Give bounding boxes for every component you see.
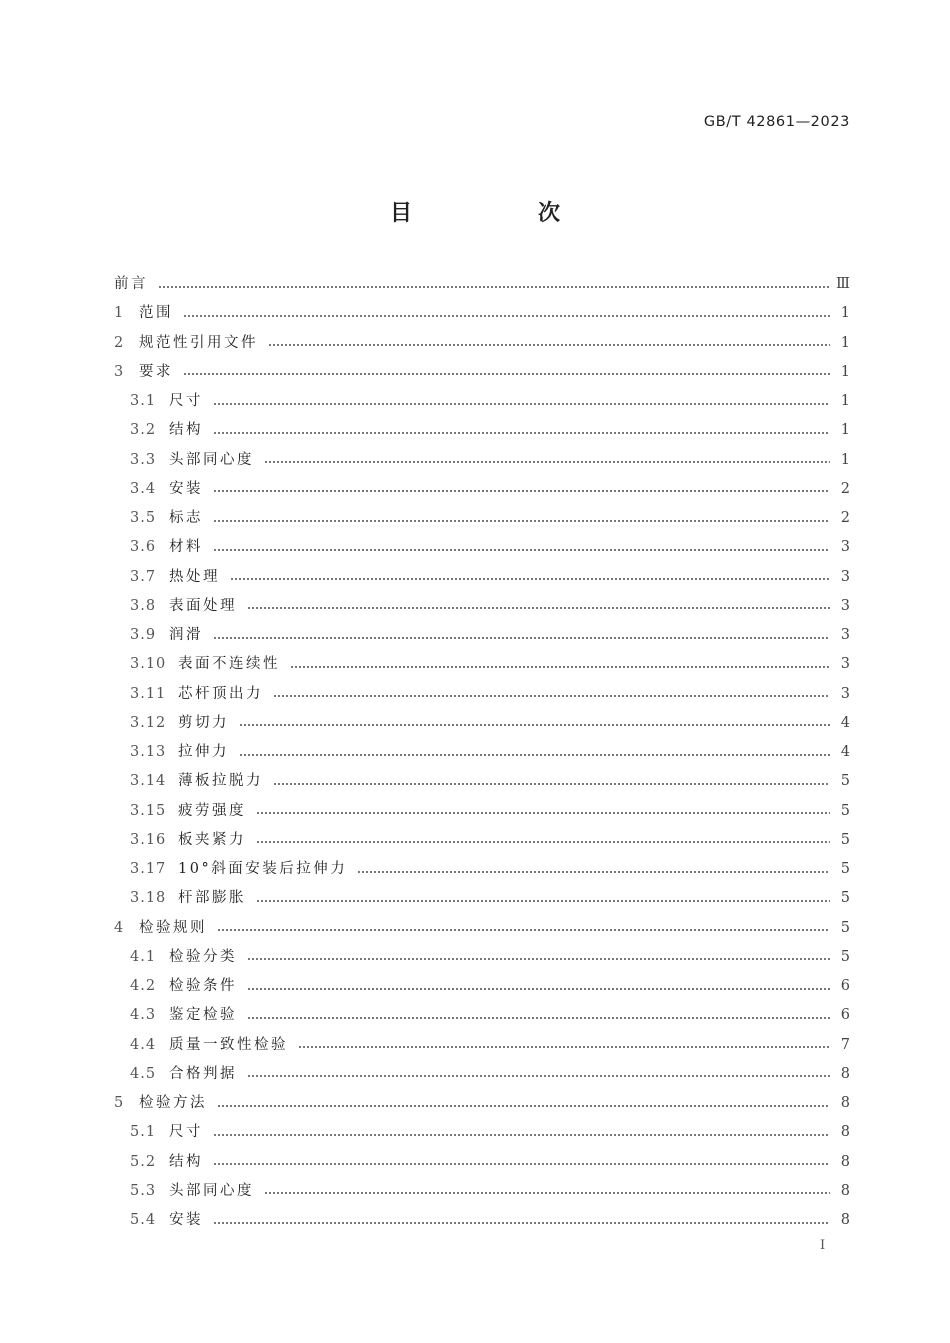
toc-leader-dots xyxy=(239,754,830,756)
toc-entry-number: 4.3 xyxy=(130,1007,157,1024)
toc-entry-label: 质量一致性检验 xyxy=(169,1036,288,1053)
toc-leader-dots xyxy=(217,929,830,931)
toc-leader-dots xyxy=(183,373,830,375)
standard-code: GB/T 42861—2023 xyxy=(703,114,850,130)
toc-title: 目 次 xyxy=(389,201,612,226)
toc-entry-page: 1 xyxy=(840,334,850,351)
toc-leader-dots xyxy=(247,607,830,609)
toc-entry[interactable] xyxy=(114,855,850,884)
toc-entry-number: 3.7 xyxy=(130,568,157,585)
toc-entry-number: 3.17 xyxy=(130,861,167,877)
toc-entry[interactable] xyxy=(114,416,850,445)
toc-entry-number: 3.18 xyxy=(130,890,167,907)
toc-entry[interactable] xyxy=(114,1031,850,1060)
toc-leader-dots xyxy=(213,1163,830,1165)
toc-entry-label: 尺寸 xyxy=(169,393,203,409)
toc-entry-number: 5.4 xyxy=(130,1212,157,1228)
toc-entry[interactable] xyxy=(114,1206,850,1235)
toc-entry-page: 1 xyxy=(840,451,850,468)
toc-leader-dots xyxy=(273,783,830,785)
toc-entry-label: 10°斜面安装后拉伸力 xyxy=(178,861,348,877)
toc-entry-label: 润滑 xyxy=(169,627,203,643)
toc-entry-label: 热处理 xyxy=(169,568,220,585)
toc-entry-page: 5 xyxy=(840,831,850,848)
toc-entry-page: 3 xyxy=(840,656,850,673)
toc-entry-label: 合格判据 xyxy=(169,1065,237,1082)
toc-entry-label: 规范性引用文件 xyxy=(139,334,258,351)
toc-entry-page: 8 xyxy=(840,1212,850,1228)
toc-entry-number: 3.10 xyxy=(130,656,167,673)
toc-entry[interactable] xyxy=(114,446,850,475)
toc-entry-number: 3.8 xyxy=(130,597,157,614)
toc-entry-page: 6 xyxy=(840,1007,850,1024)
toc-entry-page: 3 xyxy=(840,685,850,702)
toc-entry[interactable] xyxy=(114,504,850,533)
toc-entry[interactable] xyxy=(114,358,850,387)
toc-entry-number: 3.5 xyxy=(130,510,157,526)
toc-entry[interactable] xyxy=(114,270,850,299)
toc-entry-label: 结构 xyxy=(169,422,203,439)
toc-entry[interactable] xyxy=(114,650,850,679)
toc-entry-number: 3.14 xyxy=(130,773,167,790)
toc-leader-dots xyxy=(213,490,830,492)
toc-leader-dots xyxy=(158,286,830,288)
toc-leader-dots xyxy=(247,1075,830,1077)
toc-entry-label: 尺寸 xyxy=(169,1124,203,1141)
toc-entry-number: 1 xyxy=(114,305,125,322)
toc-entry[interactable] xyxy=(114,914,850,943)
toc-entry[interactable] xyxy=(114,1177,850,1206)
toc-entry[interactable] xyxy=(114,533,850,562)
toc-entry-number: 4.4 xyxy=(130,1036,157,1053)
toc-entry-label: 薄板拉脱力 xyxy=(178,773,263,790)
toc-entry-label: 鉴定检验 xyxy=(169,1007,237,1024)
toc-leader-dots xyxy=(217,1105,830,1107)
toc-entry-page: 1 xyxy=(840,393,850,409)
toc-entry-number: 3.1 xyxy=(130,393,157,409)
toc-leader-dots xyxy=(213,637,830,639)
toc-entry-number: 4.1 xyxy=(130,948,157,965)
toc-entry-page: 5 xyxy=(840,802,850,819)
toc-entry-number: 5.3 xyxy=(130,1182,157,1199)
toc-entry[interactable] xyxy=(114,943,850,972)
toc-entry-number: 3.6 xyxy=(130,539,157,556)
toc-entry[interactable] xyxy=(114,475,850,504)
toc-entry-number: 3.16 xyxy=(130,831,167,848)
toc-entry-number: 5.1 xyxy=(130,1124,157,1141)
toc-entry-number: 5.2 xyxy=(130,1153,157,1170)
toc-entry-number: 3.12 xyxy=(130,714,167,731)
toc-entry-number: 3 xyxy=(114,363,125,380)
toc-leader-dots xyxy=(256,900,830,902)
toc-entry-page: 3 xyxy=(840,568,850,585)
toc-entry[interactable] xyxy=(114,387,850,416)
toc-entry[interactable] xyxy=(114,884,850,913)
toc-leader-dots xyxy=(256,812,830,814)
toc-entry-page: 5 xyxy=(840,773,850,790)
toc-entry-number: 4.5 xyxy=(130,1065,157,1082)
toc-entry-page: 8 xyxy=(840,1124,850,1141)
toc-leader-dots xyxy=(213,1222,830,1224)
toc-entry-page: 8 xyxy=(840,1065,850,1082)
toc-entry-page: 5 xyxy=(840,890,850,907)
toc-entry[interactable] xyxy=(114,592,850,621)
toc-entry[interactable] xyxy=(114,709,850,738)
toc-entry[interactable] xyxy=(114,972,850,1001)
toc-leader-dots xyxy=(290,666,830,668)
toc-entry[interactable] xyxy=(114,1089,850,1118)
toc-entry-label: 剪切力 xyxy=(178,714,229,731)
toc-entry-label: 安装 xyxy=(169,1212,203,1228)
toc-entry-label: 要求 xyxy=(139,363,173,380)
toc-entry[interactable] xyxy=(114,738,850,767)
toc-leader-dots xyxy=(183,315,830,317)
toc-entry[interactable] xyxy=(114,1001,850,1030)
toc-entry[interactable] xyxy=(114,299,850,328)
toc-entry-page: 6 xyxy=(840,978,850,994)
toc-leader-dots xyxy=(268,344,830,346)
toc-entry-number: 3.2 xyxy=(130,422,157,439)
toc-leader-dots xyxy=(264,1192,830,1194)
toc-leader-dots xyxy=(230,578,830,580)
page-number: I xyxy=(820,1238,826,1253)
toc-entry-page: 4 xyxy=(840,744,850,760)
toc-entry-label: 结构 xyxy=(169,1153,203,1170)
toc-entry-label: 头部同心度 xyxy=(169,1182,254,1199)
toc-entry-page: 5 xyxy=(840,861,850,877)
toc-leader-dots xyxy=(256,841,830,843)
toc-leader-dots xyxy=(213,432,830,434)
toc-entry-label: 检验分类 xyxy=(169,948,237,965)
toc-entry-label: 范围 xyxy=(139,305,173,322)
toc-entry-number: 3.4 xyxy=(130,480,157,497)
toc-leader-dots xyxy=(247,988,830,990)
toc-entry-number: 2 xyxy=(114,334,125,351)
toc-entry-page: 1 xyxy=(840,305,850,322)
toc-entry-number: 3.3 xyxy=(130,451,157,468)
toc-entry-page: 5 xyxy=(840,919,850,936)
toc-entry-label: 检验条件 xyxy=(169,978,237,994)
toc-leader-dots xyxy=(213,549,830,551)
toc-leader-dots xyxy=(247,958,830,960)
toc-entry-label: 表面不连续性 xyxy=(178,656,280,673)
toc-entry-number: 3.9 xyxy=(130,627,157,643)
toc-entry-page: 3 xyxy=(840,539,850,556)
toc-entry-number: 4.2 xyxy=(130,978,157,994)
toc-entry-page: 8 xyxy=(840,1153,850,1170)
toc-entry-label: 拉伸力 xyxy=(178,744,229,760)
toc-entry-label: 前言 xyxy=(114,276,148,292)
toc-leader-dots xyxy=(239,724,830,726)
toc-entry-label: 材料 xyxy=(169,539,203,556)
toc-entry-page: 8 xyxy=(840,1182,850,1199)
toc-entry[interactable] xyxy=(114,1118,850,1147)
toc-entry-page: Ⅲ xyxy=(836,276,850,292)
toc-entry-page: 2 xyxy=(840,510,850,526)
toc-entry-label: 标志 xyxy=(169,510,203,526)
toc-entry-number: 5 xyxy=(114,1095,125,1111)
toc-leader-dots xyxy=(247,1017,830,1019)
toc-leader-dots xyxy=(273,695,830,697)
toc-entry-label: 安装 xyxy=(169,480,203,497)
toc-entry-page: 7 xyxy=(840,1036,850,1053)
toc-entry[interactable] xyxy=(114,797,850,826)
toc-entry-page: 1 xyxy=(840,422,850,439)
toc-entry-page: 2 xyxy=(840,480,850,497)
toc-entry-label: 检验规则 xyxy=(139,919,207,936)
toc-entry-label: 板夹紧力 xyxy=(178,831,246,848)
toc-entry-page: 3 xyxy=(840,597,850,614)
toc-entry[interactable] xyxy=(114,563,850,592)
toc-entry-label: 杆部膨胀 xyxy=(178,890,246,907)
toc-leader-dots xyxy=(357,871,830,873)
toc-leader-dots xyxy=(213,1134,830,1136)
toc-entry-label: 芯杆顶出力 xyxy=(178,685,263,702)
toc-entry[interactable] xyxy=(114,621,850,650)
toc-entry[interactable] xyxy=(114,1060,850,1089)
toc-leader-dots xyxy=(264,461,830,463)
toc-entry-label: 检验方法 xyxy=(139,1095,207,1111)
toc-entry-label: 头部同心度 xyxy=(169,451,254,468)
toc-entry-number: 4 xyxy=(114,919,125,936)
toc-entry[interactable] xyxy=(114,329,850,358)
toc-entry-label: 疲劳强度 xyxy=(178,802,246,819)
toc-entry-page: 3 xyxy=(840,627,850,643)
toc-entry-number: 3.13 xyxy=(130,744,167,760)
toc-leader-dots xyxy=(213,520,830,522)
toc-entry-page: 4 xyxy=(840,714,850,731)
toc-entry[interactable] xyxy=(114,826,850,855)
toc-entry[interactable] xyxy=(114,680,850,709)
toc-entry-page: 5 xyxy=(840,948,850,965)
toc-entry[interactable] xyxy=(114,767,850,796)
table-of-contents xyxy=(114,270,850,1235)
toc-entry[interactable] xyxy=(114,1148,850,1177)
toc-entry-page: 8 xyxy=(840,1095,850,1111)
toc-leader-dots xyxy=(213,403,830,405)
toc-entry-page: 1 xyxy=(840,363,850,380)
toc-leader-dots xyxy=(298,1046,830,1048)
toc-entry-number: 3.11 xyxy=(130,685,167,702)
toc-entry-number: 3.15 xyxy=(130,802,167,819)
toc-entry-label: 表面处理 xyxy=(169,597,237,614)
